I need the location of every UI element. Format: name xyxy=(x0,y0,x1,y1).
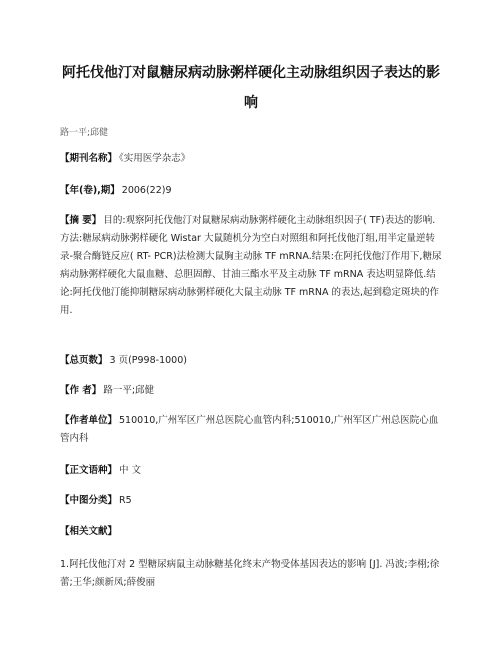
reference-item[interactable] xyxy=(60,556,442,592)
language-field xyxy=(60,462,442,480)
reference-text: 1.阿托伐他汀对 2 型糖尿病鼠主动脉糖基化终末产物受体基因表达的影响 xyxy=(60,559,367,570)
author-field xyxy=(60,382,442,400)
affiliation-field xyxy=(60,412,442,448)
pages-label: 【总页数】 xyxy=(60,355,108,366)
clc-field xyxy=(60,492,442,510)
reference-list xyxy=(60,556,442,592)
pages-field xyxy=(60,352,442,370)
author-value: 路一平;邱健 xyxy=(103,385,155,396)
abstract-label: 【摘 要】 xyxy=(60,215,102,226)
author-line: 路一平;邱健 xyxy=(60,128,109,138)
abstract-field xyxy=(60,212,442,320)
related-label: 【相关文献】 xyxy=(60,526,118,537)
year-value: 2006(22)9 xyxy=(121,185,172,196)
affiliation-label: 【作者单位】 xyxy=(60,415,118,426)
journal-label: 【期刊名称】 xyxy=(60,153,118,164)
pages-value: 3 页(P998-1000) xyxy=(109,355,187,366)
affiliation-value: 510010,广州军区广州总医院心血管内科;510010,广州军区广州总医院心血管内科 xyxy=(60,415,439,444)
journal-field xyxy=(60,150,442,168)
clc-label: 【中图分类】 xyxy=(60,495,118,506)
related-field xyxy=(60,523,442,541)
article-title: 阿托伐他汀对鼠糖尿病动脉粥样硬化主动脉组织因子表达的影响 xyxy=(62,65,440,111)
clc-value: R5 xyxy=(119,495,132,506)
language-value: 中 文 xyxy=(119,465,142,476)
abstract-value: 目的:观察阿托伐他汀对鼠糖尿病动脉粥样硬化主动脉组织因子( TF)表达的影响.方法:糖尿病动脉粥样硬化 Wistar 大鼠随机分为空白对照组和阿托伐他汀组,用半定量逆转录-聚合酶链反应( RT- PCR)法检测大鼠胸主动脉 TF mRNA.结果:在阿托伐他汀作用下,糖尿病动脉粥样硬化大鼠血糖、总胆固醇、甘油三酯水平及主动脉 TF mRNA 表达明显降低.结论:阿托伐他汀能抑制糖尿病动脉粥样硬化大鼠主动脉 TF mRNA 的表达,起到稳定斑块的作用. xyxy=(60,215,442,316)
journal-value: 《实用医学杂志》 xyxy=(119,153,191,164)
author-label: 【作 者】 xyxy=(60,385,102,396)
reference-tag: [J]. xyxy=(369,559,383,570)
reference-authors: 冯波;李栩;徐蕾;王华;颜新凤;薛俊丽 xyxy=(60,559,440,588)
language-label: 【正文语种】 xyxy=(60,465,118,476)
year-label: 【年(卷),期】 xyxy=(60,185,120,196)
year-field xyxy=(60,182,442,200)
